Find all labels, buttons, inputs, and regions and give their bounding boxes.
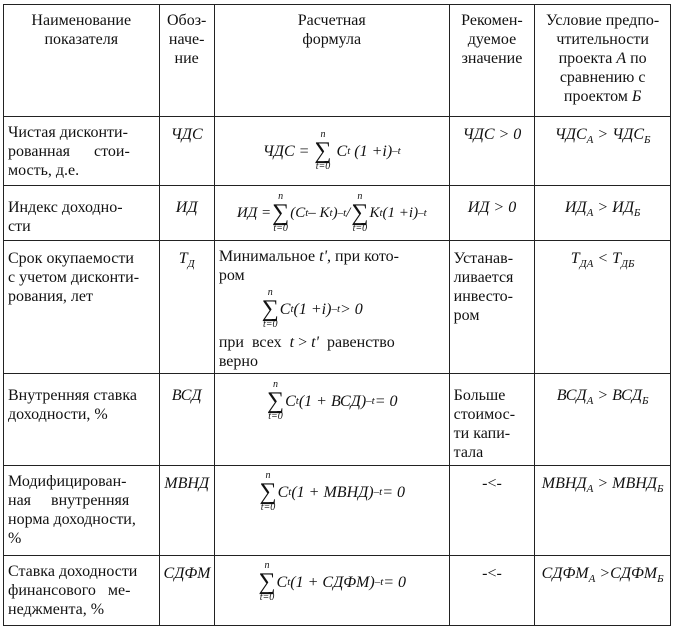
row-formula: ИД = n ∑ t=0 (C t – K t ) –t / n ∑ t=0 K t (1 + i ) –t <box>214 186 449 241</box>
row-name: Чистая дисконти- рованная стои- мость, д.е. <box>4 117 160 186</box>
table-row <box>4 466 671 556</box>
table-row <box>4 241 671 374</box>
indicators-table <box>3 4 671 626</box>
row-name: Модифицирован- ная внутренняя норма доходности, % <box>4 466 160 556</box>
header-row <box>4 5 671 117</box>
row-condition: $СДФМ_А$ $>СДФМ_Б$ <box>535 556 671 626</box>
row-name: Индекс доходно- сти <box>4 186 160 241</box>
row-name: Внутренняя ставка доходности, % <box>4 374 160 466</box>
row-name: Срок окупаемости с учетом дисконти- рования, лет <box>4 241 160 374</box>
row-symbol: МВНД <box>159 466 214 556</box>
row-recommended: Больше стоимос- ти капи- тала <box>449 374 535 466</box>
row-formula: n ∑ t=0 C t (1 + СДФМ) –t = 0 <box>214 556 449 626</box>
row-name: Ставка доходности финансового ме- неджмента, % <box>4 556 160 626</box>
row-formula: n ∑ t=0 C t (1 + ВСД) –t = 0 <box>214 374 449 466</box>
table-row <box>4 374 671 466</box>
row-condition: $ИД_А > ИД_Б$ <box>535 186 671 241</box>
row-formula: ЧДС = n ∑ t=0 C t (1 + i ) –t <box>214 117 449 186</box>
row-recommended: ЧДС > 0 <box>449 117 535 186</box>
table-row <box>4 117 671 186</box>
row-symbol: ВСД <box>159 374 214 466</box>
row-condition: $Т_{ДА} < Т_{ДБ}$ <box>535 241 671 374</box>
row-symbol: $Т_Д$ <box>159 241 214 374</box>
header-formula: Расчетная формула <box>214 5 449 117</box>
row-recommended: ИД > 0 <box>449 186 535 241</box>
row-condition: $МВНД_А$ > $МВНД_Б$ <box>535 466 671 556</box>
row-symbol: ИД <box>159 186 214 241</box>
row-recommended: -<- <box>449 556 535 626</box>
row-formula: Минимальное t', при кото- ром n ∑ t=0 C t (1 + i ) –t > 0 при всех t > t' равенство верно <box>214 241 449 374</box>
header-recommended: Рекомен- дуемое значение <box>449 5 535 117</box>
row-condition: $ЧДС_А > ЧДС_Б$ <box>535 117 671 186</box>
header-name: Наименование показателя <box>4 5 160 117</box>
row-recommended: Устанав- ливается инвесто- ром <box>449 241 535 374</box>
row-symbol: ЧДС <box>159 117 214 186</box>
header-symbol: Обоз- наче- ние <box>159 5 214 117</box>
row-recommended: -<- <box>449 466 535 556</box>
row-condition: $ВСД_А > ВСД_Б$ <box>535 374 671 466</box>
row-symbol: СДФМ <box>159 556 214 626</box>
table-row <box>4 186 671 241</box>
row-formula: n ∑ t=0 C t (1 + МВНД) –t = 0 <box>214 466 449 556</box>
header-condition: Условие предпо- чтительности проекта А по сравнению с проектом Б <box>535 5 671 117</box>
table-row <box>4 556 671 626</box>
